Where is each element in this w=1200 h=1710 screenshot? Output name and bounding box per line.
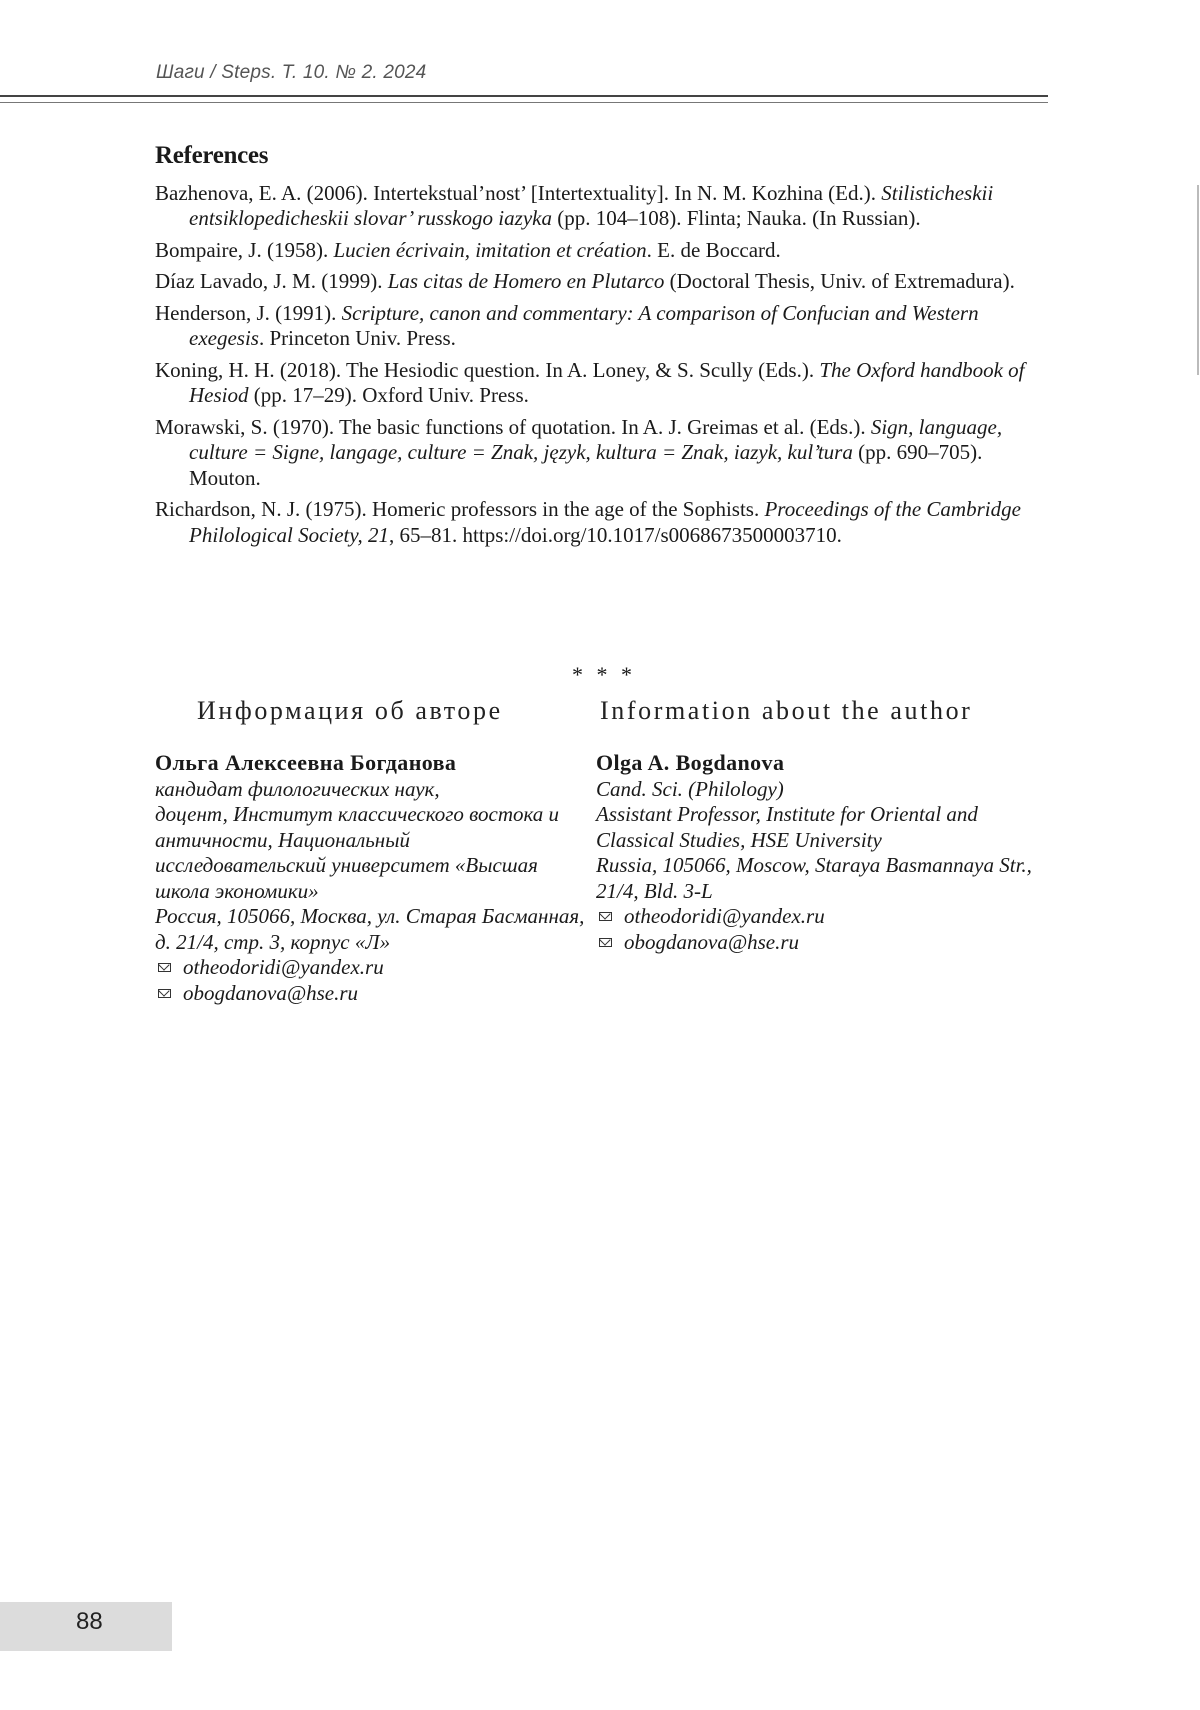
- envelope-icon: [158, 963, 171, 972]
- references-title: References: [155, 142, 269, 169]
- reference-title-italic: Proceedings of the Cambridge Philological Society, 21: [189, 497, 1021, 547]
- reference-item: [155, 238, 1045, 264]
- reference-text: . Princeton Univ. Press.: [258, 326, 456, 350]
- reference-item: [155, 301, 1045, 352]
- reference-item: [155, 497, 1045, 548]
- page-number: 88: [76, 1608, 103, 1635]
- running-head: Шаги / Steps. Т. 10. № 2. 2024: [156, 62, 427, 83]
- reference-title-italic: Las citas de Homero en Plutarco: [387, 269, 665, 293]
- reference-title-italic: Sign, language, culture = Signe, langage, culture = Znak, język, kultura = Znak, iazyk, kul’tura: [189, 414, 1003, 464]
- reference-text: (pp. 104–108). Flinta; Nauka. (In Russian).: [551, 206, 921, 230]
- reference-list: [155, 181, 1045, 549]
- reference-text: , 65–81. https://doi.org/10.1017/s0068673500003710.: [389, 522, 842, 547]
- email-line: [155, 955, 585, 981]
- email-link[interactable]: obogdanova@hse.ru: [624, 929, 800, 954]
- author-degree-ru: кандидат филологических наук,: [155, 776, 440, 801]
- author-info-en: [596, 750, 1036, 955]
- reference-text: Morawski, S. (1970). The basic functions of quotation. In A. J. Greimas et al. (Eds.).: [155, 414, 871, 439]
- email-line: [155, 981, 585, 1007]
- reference-text: Richardson, N. J. (1975). Homeric professors in the age of the Sophists.: [155, 497, 765, 521]
- author-degree-en: Cand. Sci. (Philology): [596, 776, 784, 801]
- email-link[interactable]: otheodoridi@yandex.ru: [624, 904, 825, 928]
- reference-item: [155, 181, 1045, 232]
- reference-text: (pp. 690–705). Mouton.: [189, 440, 983, 490]
- email-line: [596, 930, 1036, 956]
- references-section: [155, 143, 1045, 554]
- author-info-heading-ru: Информация об авторе: [197, 696, 503, 725]
- reference-text: Koning, H. H. (2018). The Hesiodic question. In A. Loney, & S. Scully (Eds.).: [155, 357, 820, 382]
- header-rule-thick: [0, 95, 1048, 97]
- reference-text: . E. de Boccard.: [646, 237, 781, 262]
- envelope-icon: [599, 912, 612, 921]
- header-rule-thin: [0, 102, 1048, 103]
- reference-text: (Doctoral Thesis, Univ. of Extremadura).: [664, 269, 1015, 293]
- section-separator: * * *: [572, 662, 636, 687]
- reference-text: Bompaire, J. (1958).: [155, 237, 334, 262]
- reference-title-italic: The Oxford handbook of Hesiod: [189, 357, 1025, 407]
- reference-item: [155, 415, 1045, 492]
- author-name-ru: Ольга Алексеевна Богданова: [155, 750, 457, 775]
- email-link[interactable]: otheodoridi@yandex.ru: [183, 955, 384, 979]
- author-info-heading-en: Information about the author: [600, 696, 973, 725]
- envelope-icon: [158, 989, 171, 998]
- author-address-en: Russia, 105066, Moscow, Staraya Basmannaya Str., 21/4, Bld. 3-L: [596, 853, 1032, 903]
- reference-text: Díaz Lavado, J. M. (1999).: [155, 269, 388, 293]
- email-line: [596, 904, 1036, 930]
- reference-item: [155, 358, 1045, 409]
- reference-title-italic: Scripture, canon and commentary: A comparison of Confucian and Western exegesis: [189, 300, 979, 350]
- reference-title-italic: Stilisticheskii entsiklopedicheskii slovar’ russkogo iazyka: [189, 180, 994, 230]
- reference-text: (pp. 17–29). Oxford Univ. Press.: [248, 383, 529, 407]
- reference-text: Henderson, J. (1991).: [155, 300, 342, 325]
- author-position-ru: доцент, Институт классического востока и античности, Национальный исследовательский университет «Высшая школа экономики»: [155, 802, 560, 903]
- reference-text: Bazhenova, E. A. (2006). Intertekstual’nost’ [Intertextuality]. In N. M. Kozhina (Ed.).: [155, 180, 882, 205]
- author-info-ru: [155, 750, 585, 1006]
- reference-title-italic: Lucien écrivain, imitation et création: [333, 237, 647, 262]
- email-link[interactable]: obogdanova@hse.ru: [183, 980, 359, 1005]
- author-position-en: Assistant Professor, Institute for Oriental and Classical Studies, HSE University: [596, 802, 978, 852]
- author-name-en: Olga A. Bogdanova: [596, 750, 785, 775]
- envelope-icon: [599, 938, 612, 947]
- reference-item: [155, 269, 1045, 295]
- page-edge-mark: [1197, 185, 1199, 375]
- author-address-ru: Россия, 105066, Москва, ул. Старая Басманная, д. 21/4, стр. 3, корпус «Л»: [155, 904, 585, 954]
